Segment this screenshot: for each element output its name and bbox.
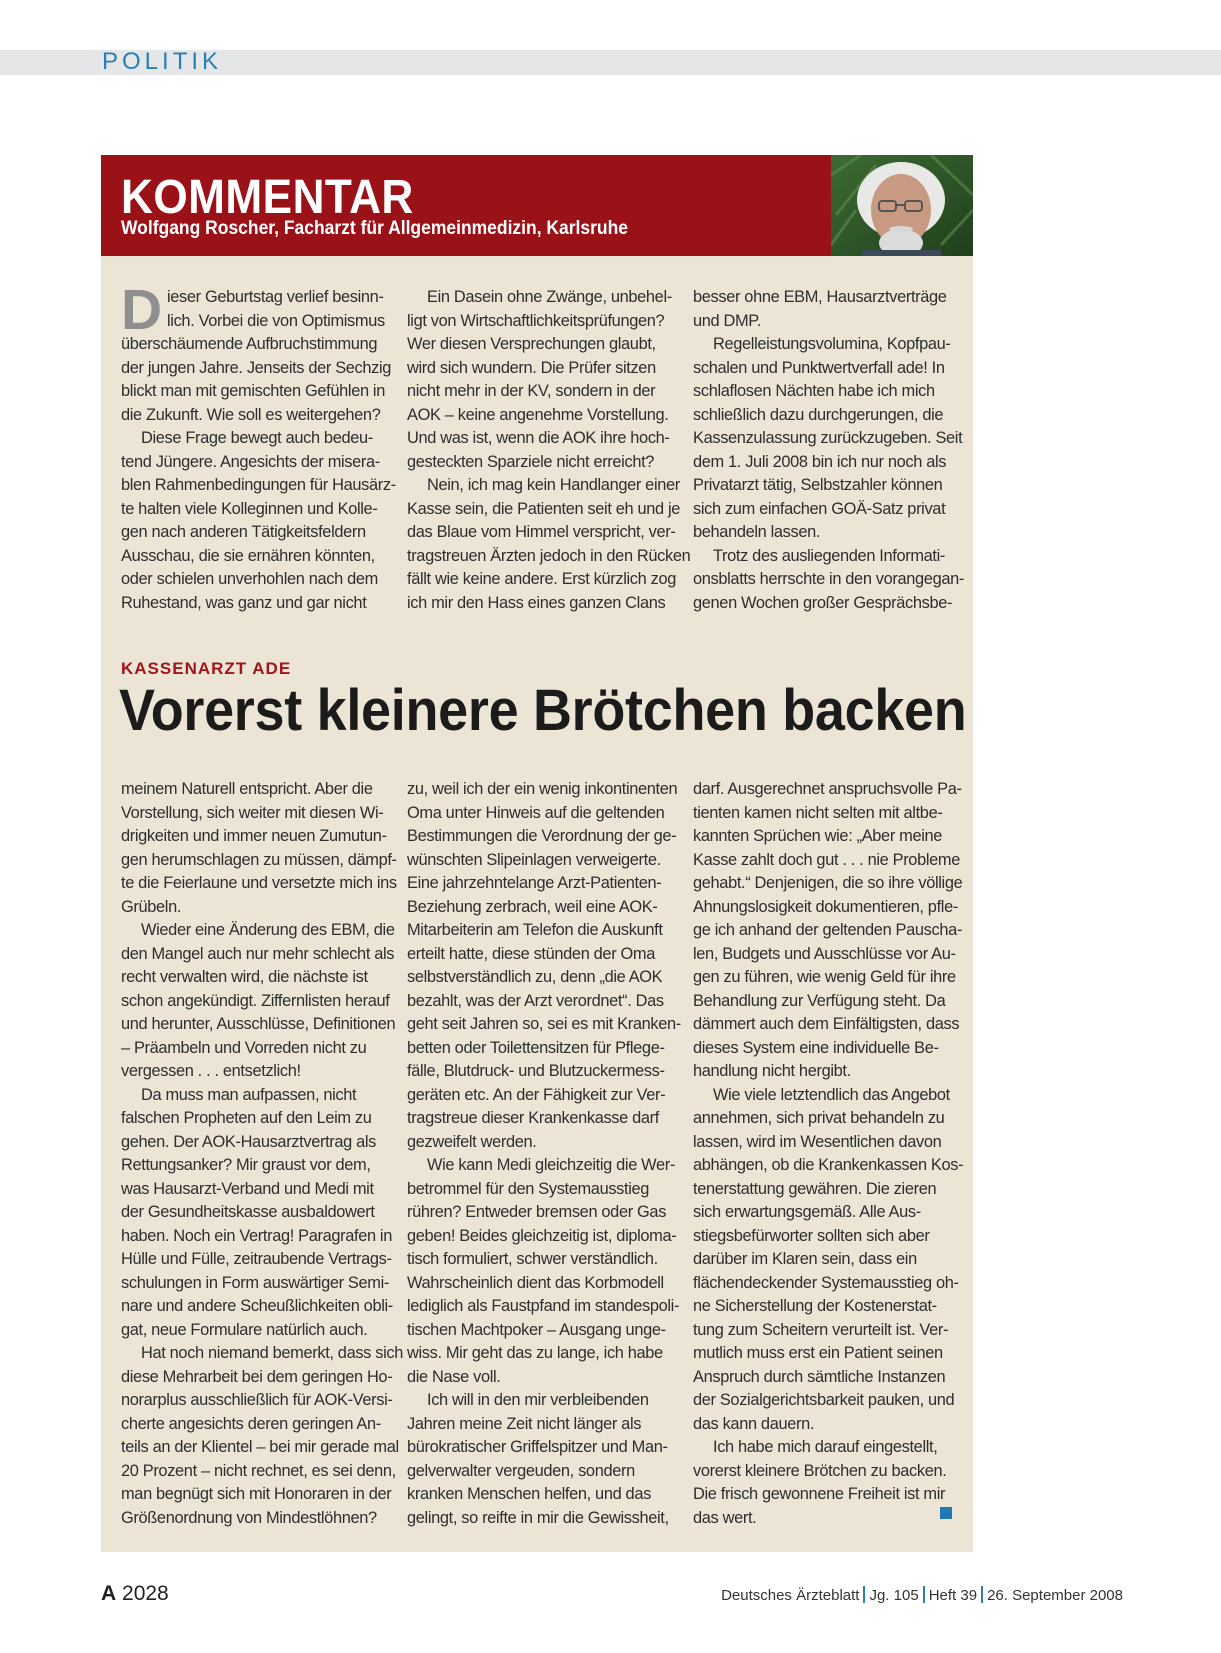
journal-date: 26. September 2008 [987,1587,1123,1604]
text-line: Behandlung zur Verfügung steht. Da [693,991,946,1010]
text-line: nicht mehr in der KV, sondern in der [407,382,656,400]
text-line: Grübeln. [121,897,182,916]
text-line: te halten viele Kolleginnen und Kolle- [121,499,378,518]
article-headline: Vorerst kleinere Brötchen backen [119,678,967,743]
text-line: mutlich muss erst ein Patient seinen [693,1344,943,1362]
text-line: bürokratischer Griffelspitzer und Man- [407,1438,668,1456]
text-line: haben. Noch ein Vertrag! Paragrafen in [121,1226,392,1245]
text-line: geräten etc. An der Fähigkeit zur Ver- [407,1085,666,1104]
text-line: Nein, ich mag kein Handlanger einer [427,476,680,494]
text-line: nare und andere Scheußlichkeiten obli- [121,1297,393,1315]
column-bottom-3 [693,778,964,1530]
text-line: betten oder Toilettensitzen für Pflege- [407,1038,665,1057]
text-line: vergessen . . . entsetzlich! [121,1062,301,1080]
text-line: Ahnungslosigkeit dokumentieren, pfle- [693,897,958,916]
text-line: und herunter, Ausschlüsse, Definitionen [121,1015,396,1033]
text-line: der Gesundheitskasse ausbaldowert [121,1203,375,1221]
text-line: Die frisch gewonnene Freiheit ist mir [693,1485,946,1503]
text-line: gat, neue Formulare natürlich auch. [121,1320,368,1339]
text-line: norarplus ausschließlich für AOK-Versi- [121,1391,393,1409]
text-line: lassen, wird im Wesentlichen davon [693,1132,942,1151]
text-line: das wert. [693,1508,757,1527]
text-line: schließlich dazu durchgerungen, die [693,405,944,424]
text-line: tienten kamen nicht selten mit altbe- [693,803,943,822]
text-line: besser ohne EBM, Hausarztverträge [693,288,947,306]
text-line: recht verwalten wird, die nächste ist [121,968,368,986]
text-line: blen Rahmenbedingungen für Hausärz- [121,476,396,494]
text-line: onsblatts herrschte in den vorangegan- [693,570,964,588]
text-line: geben! Beides gleichzeitig ist, diploma- [407,1226,677,1245]
text-line: Trotz des ausliegenden Informati- [713,546,946,565]
text-line: Kassenzulassung zurückzugeben. Seit [693,429,963,447]
text-line: gezweifelt werden. [407,1132,537,1151]
text-line: lediglich als Faustpfand im standespoli- [407,1297,680,1315]
section-label: POLITIK [102,48,223,75]
text-line: cherte angesichts deren geringen An- [121,1414,381,1433]
text-line: annehmen, sich privat behandeln zu [693,1109,945,1127]
text-line: Größenordnung von Mindestlöhnen? [121,1508,377,1527]
text-line: bezahlt, was der Arzt verordnet“. Das [407,991,664,1010]
column-top-2 [407,286,691,615]
text-line: das kann dauern. [693,1414,815,1433]
text-line: kranken Menschen helfen, und das [407,1485,651,1503]
text-line: schlaflosen Nächten habe ich mich [693,382,935,400]
text-line: teils an der Klientel – bei mir gerade mal [121,1438,399,1456]
text-line: handlung nicht hergibt. [693,1062,851,1080]
text-line: gen zu führen, wie wenig Geld für ihre [693,968,956,986]
column-top-1 [121,278,396,615]
text-line: Kasse zahlt doch gut . . . nie Probleme [693,850,960,869]
text-line: 20 Prozent – nicht rechnet, es sei denn, [121,1461,396,1480]
column-top-3 [693,286,964,615]
text-line: Jahren meine Zeit nicht länger als [407,1414,642,1433]
text-line: Vorstellung, sich weiter mit diesen Wi- [121,803,384,822]
text-line: Kasse sein, die Patienten seit eh und je [407,499,681,518]
journal-name: Deutsches Ärzteblatt [721,1587,860,1604]
text-line: Oma unter Hinweis auf die geltenden [407,803,665,822]
text-line: was Hausarzt-Verband und Medi mit [121,1179,374,1198]
page-number-value: 2028 [122,1582,169,1605]
text-line: wünschten Slipeinlagen verweigerte. [407,850,661,869]
text-line: gen herumschlagen zu müssen, dämpf- [121,850,397,869]
text-line: gen nach anderen Tätigkeitsfeldern [121,523,366,541]
text-line: dem 1. Juli 2008 bin ich nur noch als [693,452,947,471]
text-line: selbstverständlich zu, denn „die AOK [407,968,663,986]
text-line: Mitarbeiterin am Telefon die Auskunft [407,921,663,939]
column-bottom-2 [407,778,681,1530]
text-line: Wie viele letztendlich das Angebot [713,1085,950,1104]
text-line: Eine jahrzehntelange Arzt-Patienten- [407,874,662,892]
text-line: behandeln lassen. [693,523,821,541]
text-line: ne Sicherstellung der Kostenerstat- [693,1297,937,1315]
text-line: Und was ist, wenn die AOK ihre hoch- [407,429,670,447]
text-line: Privatarzt tätig, Selbstzahler können [693,476,943,494]
text-line: Da muss man aufpassen, nicht [141,1085,357,1104]
text-line: Hat noch niemand bemerkt, dass sich [141,1344,403,1362]
text-line: lich. Vorbei die von Optimismus [167,311,385,330]
text-line: wird sich wundern. Die Prüfer sitzen [407,358,656,377]
text-line: blickt man mit gemischten Gefühlen in [121,382,385,400]
text-line: gehen. Der AOK-Hausarztvertrag als [121,1132,377,1151]
separator [923,1586,925,1603]
text-line: Ein Dasein ohne Zwänge, unbehel- [427,288,672,306]
page-prefix: A [101,1582,117,1605]
text-line: Ich will in den mir verbleibenden [427,1391,649,1409]
comment-title: KOMMENTAR [121,171,414,224]
text-line: Diese Frage bewegt auch bedeu- [141,429,373,447]
text-line: erteilt hatte, diese stünden der Oma [407,944,655,963]
text-line: Ich habe mich darauf eingestellt, [713,1438,938,1456]
page-number [101,1582,169,1606]
text-line: gesteckten Sparziele nicht erreicht? [407,452,655,471]
drop-cap: D [121,278,163,342]
text-line: überschäumende Aufbruchstimmung [121,335,378,353]
text-line: tischen Machtpoker – Ausgang unge- [407,1320,666,1339]
text-line: den Mangel auch nur mehr schlecht als [121,944,395,963]
text-line: – Präambeln und Vorreden nicht zu [121,1038,367,1057]
text-line: ich mir den Hass eines ganzen Clans [407,593,666,612]
text-line: Rettungsanker? Mir graust vor dem, [121,1156,371,1174]
text-line: fälle, Blutdruck- und Blutzuckermess- [407,1062,665,1080]
text-line: tisch formuliert, schwer verständlich. [407,1250,658,1268]
text-line: dämmert auch dem Einfältigsten, dass [693,1015,960,1033]
text-line: tragstreuen Ärzten jedoch in den Rücken [407,546,691,565]
text-line: rühren? Entweder bremsen oder Gas [407,1203,667,1221]
text-line: zu, weil ich der ein wenig inkontinenten [407,780,678,798]
text-line: oder schielen unverhohlen nach dem [121,570,378,588]
separator [981,1586,983,1603]
separator [863,1586,865,1603]
text-line: te die Feierlaune und versetzte mich ins [121,874,397,892]
journal-volume: Jg. 105 [869,1587,919,1604]
text-line: Wieder eine Änderung des EBM, die [141,921,395,939]
article-kicker: KASSENARZT ADE [121,659,292,678]
text-line: Wie kann Medi gleichzeitig die Wer- [427,1156,675,1174]
text-line: kannten Sprüchen wie: „Aber meine [693,827,943,845]
text-line: Anspruch durch sämtliche Instanzen [693,1367,946,1386]
text-line: schulungen in Form auswärtiger Semi- [121,1273,389,1292]
text-line: die Nase voll. [407,1367,501,1386]
text-line: man begnügt sich mit Honoraren in der [121,1485,392,1503]
text-line: gehabt.“ Denjenigen, die so ihre völlige [693,874,963,892]
text-line: betrommel für den Systemausstieg [407,1179,650,1198]
text-line: sich zum einfachen GOÄ-Satz privat [693,499,946,518]
text-line: tend Jüngere. Angesichts der misera- [121,452,380,471]
end-of-article-square-icon [940,1507,952,1519]
text-line: Bestimmungen die Verordnung der ge- [407,827,677,845]
text-line: ge ich anhand der geltenden Pauscha- [693,921,962,939]
text-line: len, Budgets und Ausschlüsse vor Au- [693,944,956,963]
text-line: Regelleistungsvolumina, Kopfpau- [713,335,951,353]
text-line: Wer diesen Versprechungen glaubt, [407,335,656,353]
text-line: falschen Propheten auf den Leim zu [121,1109,372,1127]
text-line: schalen und Punktwertverfall ade! In [693,358,945,377]
text-line: ligt von Wirtschaftlichkeitsprüfungen? [407,311,665,330]
text-line: AOK – keine angenehme Vorstellung. [407,405,669,424]
text-line: schon angekündigt. Ziffernlisten herauf [121,991,390,1010]
text-line: dieses System eine individuelle Be- [693,1038,939,1057]
journal-issue: Heft 39 [928,1587,978,1604]
text-line: tenerstattung gewähren. Die zieren [693,1179,937,1198]
text-line: flächendeckender Systemausstieg oh- [693,1273,959,1292]
text-line: stiegsbefürworter sollten sich aber [693,1226,930,1245]
text-line: das Blaue vom Himmel verspricht, ver- [407,523,676,541]
text-line: genen Wochen großer Gesprächsbe- [693,593,953,612]
text-line: fällt wie keine andere. Erst kürzlich zog [407,570,676,588]
text-line: tragstreue dieser Krankenkasse darf [407,1109,659,1127]
text-line: diese Mehrarbeit bei dem geringen Ho- [121,1367,393,1386]
text-line: und DMP. [693,311,761,330]
text-line: der jungen Jahre. Jenseits der Sechzig [121,358,392,377]
text-line: ieser Geburtstag verlief besinn- [167,288,384,306]
text-line: drigkeiten und immer neuen Zumutun- [121,827,387,845]
author-portrait [831,155,973,256]
text-line: darüber im Klaren sein, dass ein [693,1250,917,1268]
text-line: Hülle und Fülle, zeitraubende Vertrags- [121,1250,392,1268]
text-line: wiss. Mir geht das zu lange, ich habe [407,1344,663,1362]
journal-info [721,1586,1123,1604]
text-line: abhängen, ob die Krankenkassen Kos- [693,1156,964,1174]
text-line: gelingt, so reifte in mir die Gewissheit, [407,1508,669,1527]
author-byline: Wolfgang Roscher, Facharzt für Allgemeinmedizin, Karlsruhe [121,218,629,239]
text-line: Ruhestand, was ganz und gar nicht [121,593,367,612]
text-line: Beziehung zerbrach, weil eine AOK- [407,897,658,916]
text-line: gelverwalter vergeuden, sondern [407,1461,635,1480]
column-bottom-1 [121,778,403,1530]
text-line: geht seit Jahren so, sei es mit Kranken- [407,1015,681,1033]
text-line: darf. Ausgerechnet anspruchsvolle Pa- [693,780,962,798]
text-line: tung zum Scheitern verurteilt ist. Ver- [693,1320,949,1339]
text-line: Ausschau, die sie ernähren könnten, [121,546,375,565]
text-line: Wahrscheinlich dient das Korbmodell [407,1273,664,1292]
text-line: der Sozialgerichtsbarkeit pauken, und [693,1391,955,1409]
text-line: vorerst kleinere Brötchen zu backen. [693,1461,947,1480]
text-line: sich erwartungsgemäß. Alle Aus- [693,1203,921,1221]
text-line: meinem Naturell entspricht. Aber die [121,780,373,798]
text-line: die Zukunft. Wie soll es weitergehen? [121,405,381,424]
